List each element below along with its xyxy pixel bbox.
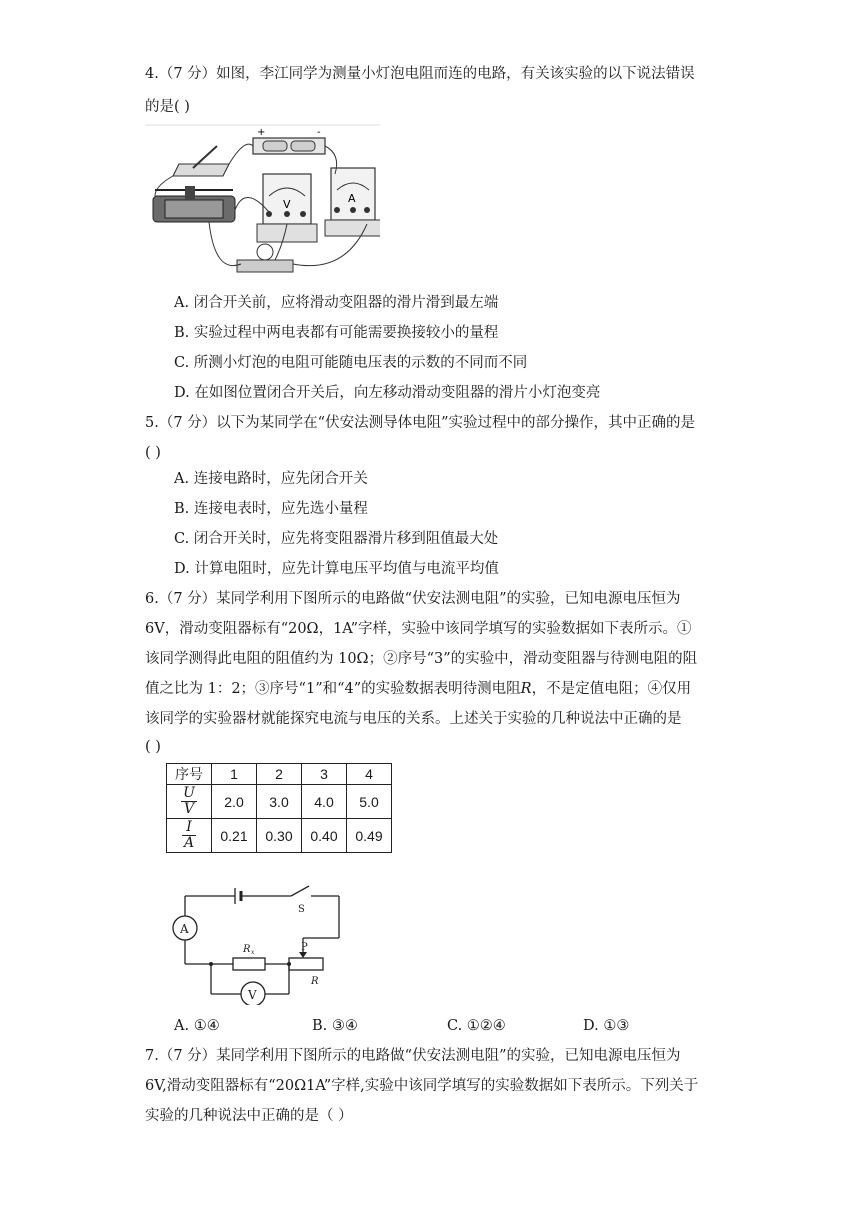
- table-col-3: 3: [302, 764, 347, 785]
- q6-stem-line4-b: ，不是定值电阻；④仅用: [531, 681, 692, 697]
- table-cell: 0.21: [212, 819, 257, 853]
- table-col-2: 2: [257, 764, 302, 785]
- table-cell: 5.0: [347, 785, 392, 819]
- q6-choice-b[interactable]: B. ③④: [312, 1018, 358, 1034]
- q5-stem-line2: ( ): [145, 445, 161, 461]
- i-numerator: I: [182, 820, 196, 836]
- q4-circuit-photo: [145, 124, 380, 286]
- table-cell: 0.40: [302, 819, 347, 853]
- table-row-u-label: [167, 785, 212, 819]
- u-denominator: V: [183, 801, 195, 817]
- circuit-switch-label: S: [298, 904, 305, 915]
- q5-option-a[interactable]: A. 连接电路时，应先闭合开关: [174, 471, 368, 487]
- q5-option-b[interactable]: B. 连接电表时，应先选小量程: [174, 501, 368, 517]
- q6-stem-line4-a: 值之比为 1：2；③序号“1”和“4”的实验数据表明待测电阻: [145, 681, 521, 697]
- q5-option-d[interactable]: D. 计算电阻时，应先计算电压平均值与电流平均值: [174, 561, 499, 577]
- q5-option-c[interactable]: C. 闭合开关时，应先将变阻器滑片移到阻值最大处: [174, 531, 499, 547]
- q6-stem-line5: 该同学的实验器材就能探究电流与电压的关系。上述关于实验的几种说法中正确的是: [145, 711, 682, 727]
- circuit-resistor-label: R: [243, 944, 251, 955]
- table-col-1: 1: [212, 764, 257, 785]
- q4-option-d[interactable]: D. 在如图位置闭合开关后，向左移动滑动变阻器的滑片小灯泡变亮: [174, 385, 601, 401]
- q4-option-b[interactable]: B. 实验过程中两电表都有可能需要换接较小的量程: [174, 325, 499, 341]
- q6-stem-line1: 6.（7 分）某同学利用下图所示的电路做“伏安法测电阻”的实验，已知电源电压恒为: [145, 591, 681, 607]
- circuit-voltmeter-label: V: [248, 988, 257, 1002]
- q6-choice-a[interactable]: A. ①④: [174, 1018, 220, 1034]
- q6-stem-line4: [145, 679, 691, 699]
- q6-resistor-symbol: R: [520, 681, 532, 697]
- circuit-slider-label: P: [301, 942, 308, 953]
- u-numerator: U: [183, 785, 195, 801]
- q5-stem-line1: 5.（7 分）以下为某同学在“伏安法测导体电阻”实验过程中的部分操作，其中正确的是: [145, 415, 695, 431]
- q6-data-table: [166, 763, 392, 853]
- table-row: [167, 819, 392, 853]
- q7-stem-line1: 7.（7 分）某同学利用下图所示的电路做“伏安法测电阻”的实验，已知电源电压恒为: [145, 1048, 681, 1064]
- q4-option-c[interactable]: C. 所测小灯泡的电阻可能随电压表的示数的不同而不同: [174, 355, 528, 371]
- table-cell: 0.30: [257, 819, 302, 853]
- q4-stem-line1: 4.（7 分）如图，李江同学为测量小灯泡电阻而连的电路，有关该实验的以下说法错误: [145, 66, 695, 82]
- q7-stem-line2: 6V,滑动变阻器标有“20Ω1A”字样,实验中该同学填写的实验数据如下表所示。下列关于: [145, 1078, 699, 1094]
- q7-stem-line3: 实验的几种说法中正确的是（ ）: [145, 1108, 353, 1124]
- battery-plus-label: +: [257, 127, 266, 138]
- voltmeter-letter: V: [283, 198, 291, 211]
- circuit-rheostat-label: R: [311, 976, 319, 987]
- circuit-ammeter-label: A: [180, 922, 189, 936]
- table-row-i-label: [167, 819, 212, 853]
- battery-minus-label: -: [317, 127, 321, 138]
- table-header-label: 序号: [167, 764, 212, 785]
- q6-stem-line6: ( ): [145, 739, 161, 755]
- ammeter-letter: A: [348, 192, 356, 205]
- table-cell: 2.0: [212, 785, 257, 819]
- table-cell: 4.0: [302, 785, 347, 819]
- q6-choice-c[interactable]: C. ①②④: [447, 1018, 506, 1034]
- table-row: [167, 764, 392, 785]
- table-col-4: 4: [347, 764, 392, 785]
- q6-stem-line2: 6V，滑动变阻器标有“20Ω，1A”字样，实验中该同学填写的实验数据如下表所示。①: [145, 621, 692, 637]
- i-denominator: A: [183, 835, 195, 851]
- circuit-resistor-subscript: x: [251, 949, 255, 956]
- q4-option-a[interactable]: A. 闭合开关前，应将滑动变阻器的滑片滑到最左端: [174, 295, 499, 311]
- q6-circuit-diagram: [165, 880, 355, 1005]
- table-cell: 0.49: [347, 819, 392, 853]
- table-cell: 3.0: [257, 785, 302, 819]
- q6-stem-line3: 该同学测得此电阻的阻值约为 10Ω；②序号“3”的实验中，滑动变阻器与待测电阻的阻: [145, 651, 698, 667]
- q4-stem-line2: 的是( ): [145, 99, 190, 115]
- q6-choice-d[interactable]: D. ①③: [583, 1018, 630, 1034]
- table-row: [167, 785, 392, 819]
